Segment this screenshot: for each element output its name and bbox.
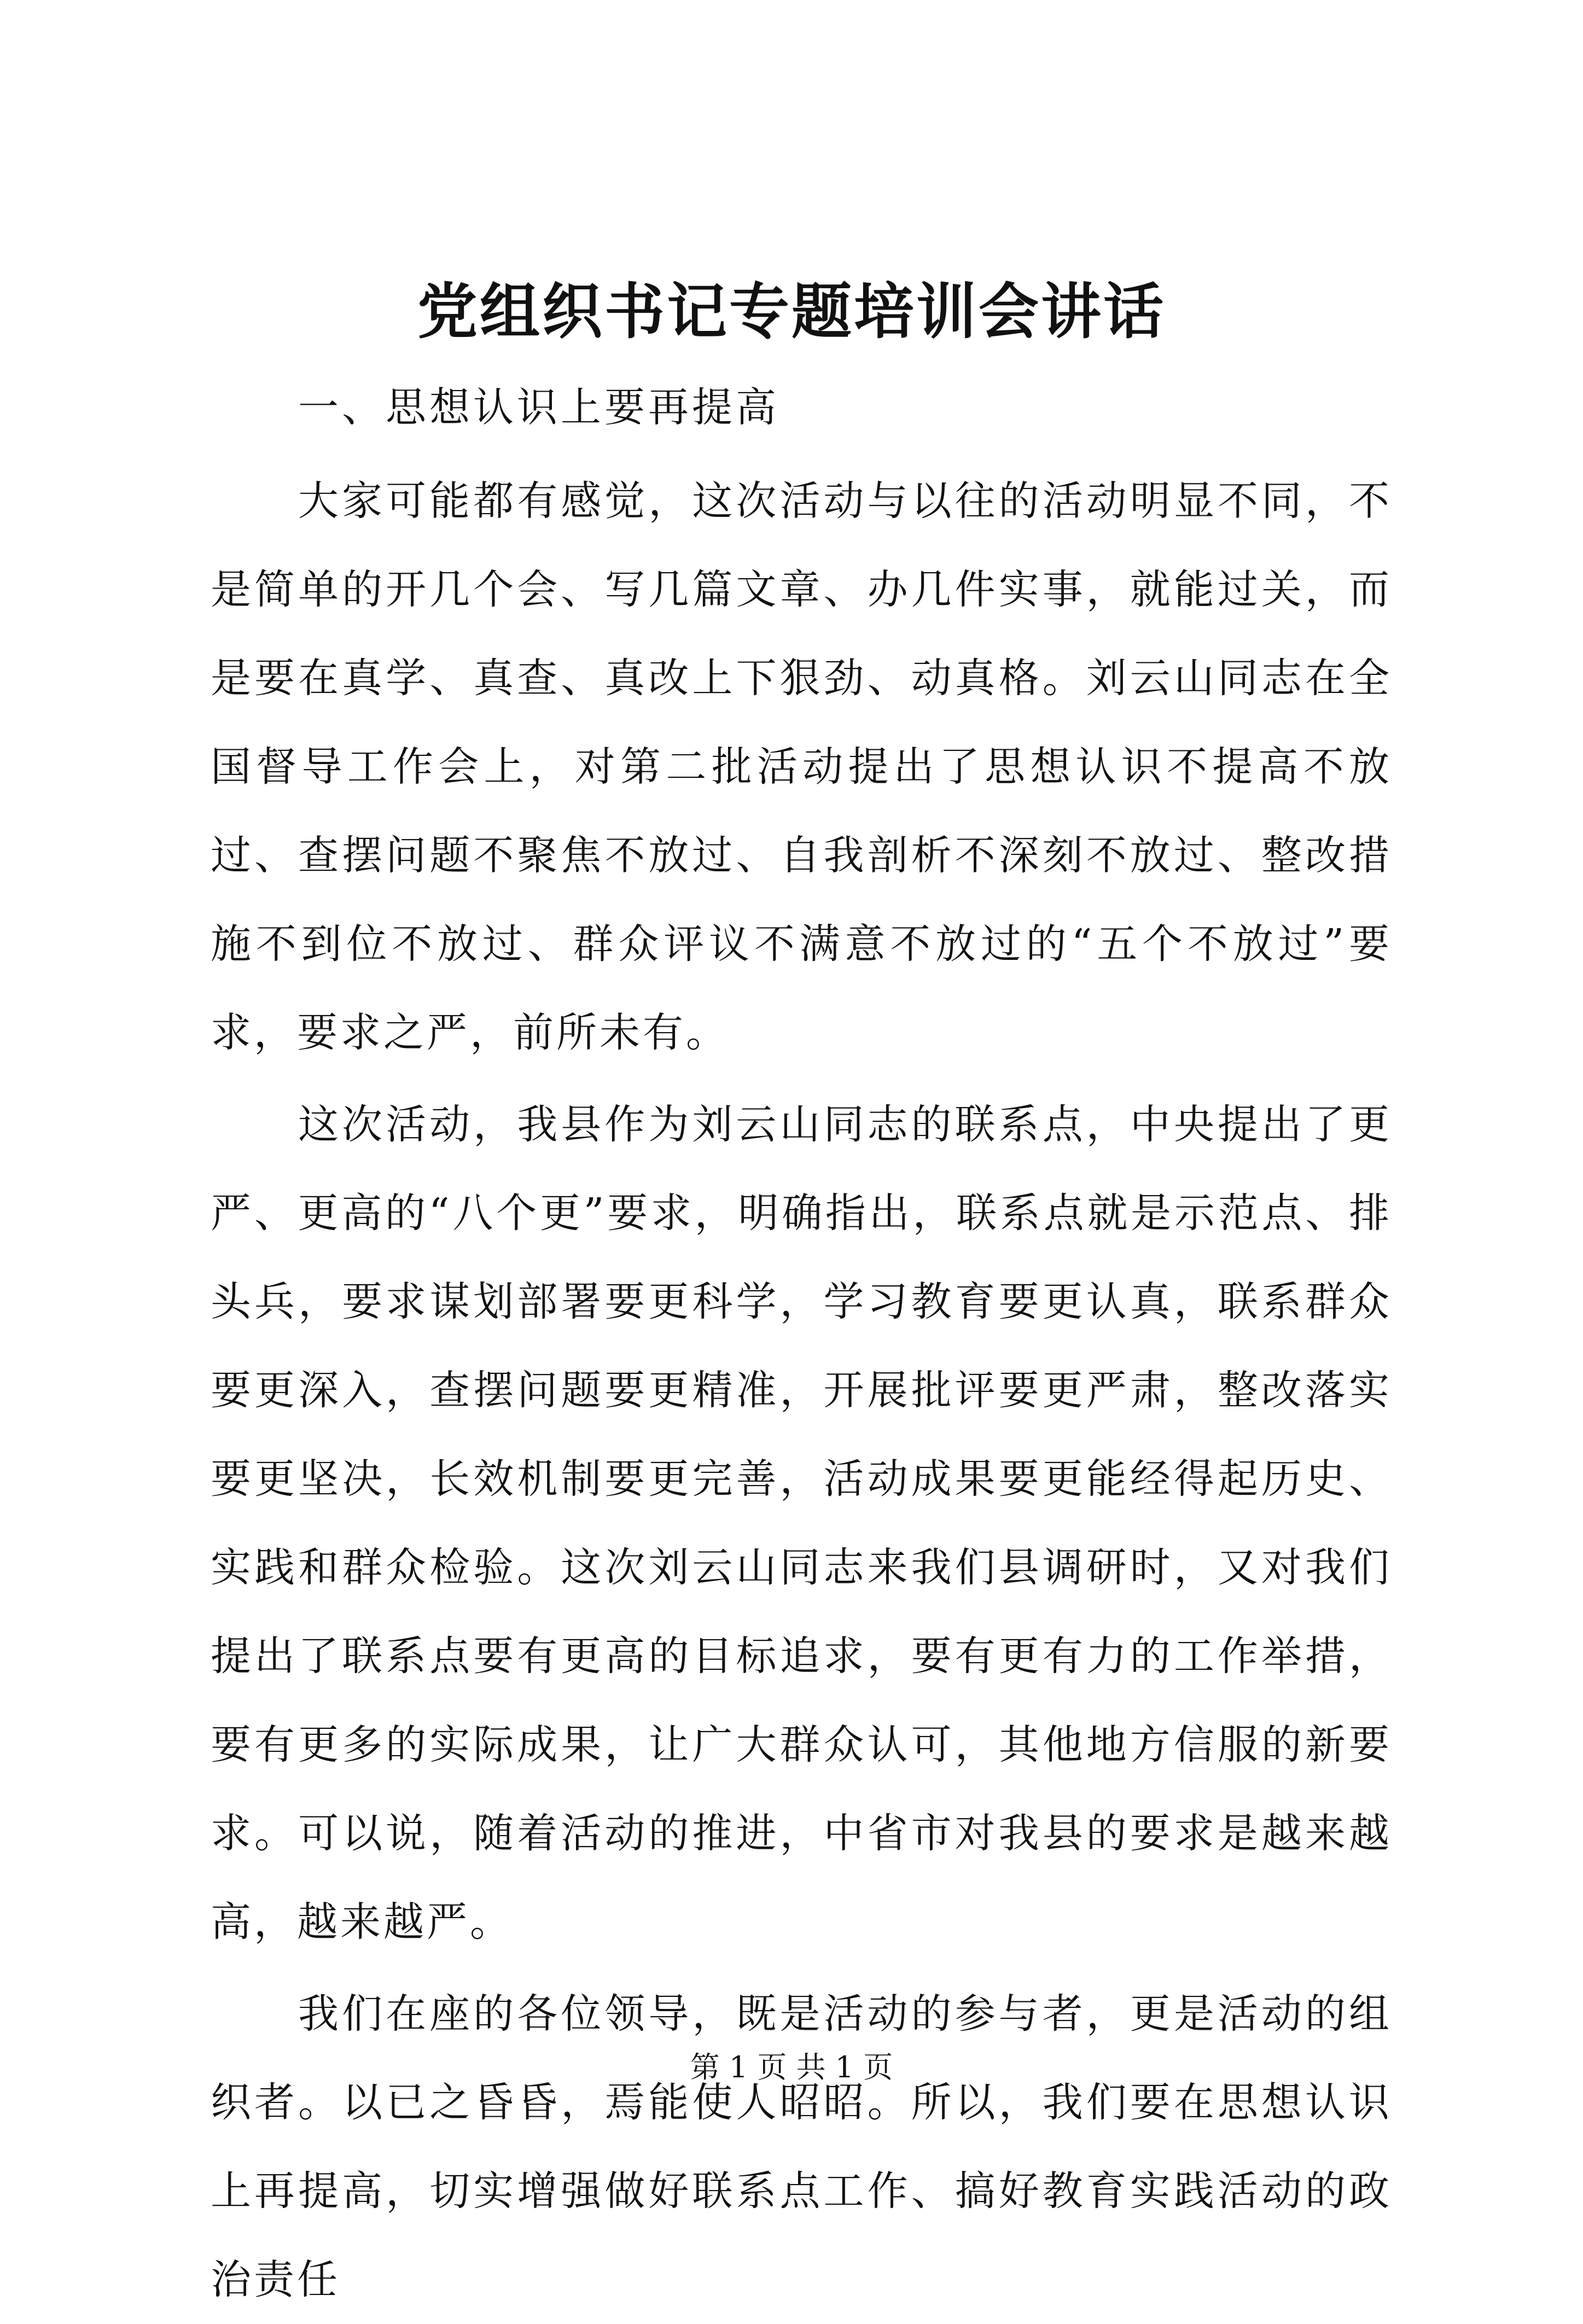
section-heading: 一、思想认识上要再提高 <box>298 384 779 431</box>
paragraph: 大家可能都有感觉，这次活动与以往的活动明显不同，不是简单的开几个会、写几篇文章、办几件实事，就能过关，而是要在真学、真查、真改上下狠劲、动真格。刘云山同志在全国督导工作会上，对第二批活动提出了思想认识不提高不放过、查摆问题不聚焦不放过、自我剖析不深刻不放过、整改措施不到位不放过、群众评议不满意不放过的“五个不放过”要求，要求之严，前所未有。 <box>211 477 1392 1056</box>
document-body <box>211 457 1392 2324</box>
document-title: 党组织书记专题培训会讲话 <box>417 276 1166 347</box>
paragraph: 这次活动，我县作为刘云山同志的联系点，中央提出了更严、更高的“八个更”要求，明确指出，联系点就是示范点、排头兵，要求谋划部署要更科学，学习教育要更认真，联系群众要更深入，查摆问题要更精准，开展批评要更严肃，整改落实要更坚决，长效机制要更完善，活动成果要更能经得起历史、实践和群众检验。这次刘云山同志来我们县调研时，又对我们提出了联系点要有更高的目标追求，要有更有力的工作举措，要有更多的实际成果，让广大群众认可，其他地方信服的新要求。可以说，随着活动的推进，中省市对我县的要求是越来越高，越来越严。 <box>211 1101 1392 1946</box>
page-number-footer: 第 1 页 共 1 页 <box>690 2050 893 2084</box>
paragraph: 我们在座的各位领导，既是活动的参与者，更是活动的组织者。以已之昏昏，焉能使人昭昭。所以，我们要在思想认识上再提高，切实增强做好联系点工作、搞好教育实践活动的政治责任 <box>211 1990 1392 2303</box>
